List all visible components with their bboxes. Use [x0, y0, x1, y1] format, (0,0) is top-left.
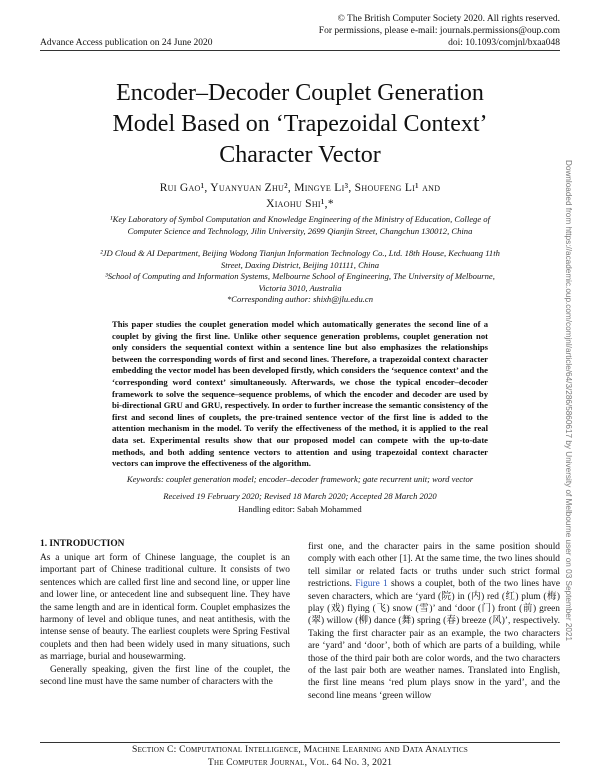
paragraph	[308, 541, 560, 702]
paragraph-text: first one, and the character pairs in the same position should comply with each other [1]. At the same time, the two lines should tell similar or related facts or truths under such strict formal restrictions.	[308, 542, 560, 590]
footer-section: Section C: Computational Intelligence, Machine Learning and Data Analytics	[132, 744, 468, 755]
author-list	[90, 180, 510, 212]
author-line: Rui Gao¹, Yuanyuan Zhu², Mingye Li³, Shoufeng Li¹ and	[159, 182, 441, 194]
header-divider	[40, 50, 560, 51]
handling-editor: Handling editor: Sabah Mohammed	[238, 504, 362, 514]
paragraph: As a unique art form of Chinese language, the couplet is an important part of Chinese traditional culture. It consists of two sentences which are called first line and second line, or upper line and lower line, or antecedent line and subsequent line. They have the same length and are in identical form. Couplet emphasizes the harmony of level and oblique tunes, and neat antithesis, with the intense sense of beauty. The earliest couplets were Spring Festival couplets and then had been widely used in many situations, such as marriage, burial and housewarming.	[40, 553, 290, 663]
right-column	[308, 541, 560, 702]
keywords: Keywords: couplet generation model; encoder–decoder framework; gate recurrent unit; word vector	[126, 474, 474, 484]
copyright-notice: © The British Computer Society 2020. All rights reserved.	[337, 14, 560, 24]
title-line: Encoder–Decoder Couplet Generation	[116, 80, 484, 106]
title-line: Character Vector	[219, 142, 381, 168]
permissions-notice: For permissions, please e-mail: journals.permissions@oup.com	[318, 26, 560, 36]
footer-divider	[40, 742, 560, 743]
paragraph: Generally speaking, given the first line of the couplet, the second line must have the same number of characters with the	[40, 664, 290, 688]
corresponding-author[interactable]: *Corresponding author: shixh@jlu.edu.cn	[226, 294, 374, 304]
affiliation-1: ¹Key Laboratory of Symbol Computation and Knowledge Engineering of the Ministry of Education, College of Computer Science and Technology, Jilin University, 2699 Qianjin Street, Changchun 130012, China	[110, 214, 490, 236]
received-dates: Received 19 February 2020; Revised 18 March 2020; Accepted 28 March 2020	[163, 491, 437, 501]
download-watermark: Downloaded from https://academic.oup.com/comjnl/article/64/3/286/5860617 by University of Melbourne user on 03 September 2021	[564, 160, 573, 642]
section-heading: 1. INTRODUCTION	[40, 539, 125, 549]
figure-1-link[interactable]: Figure 1	[355, 579, 388, 590]
paper-title	[60, 78, 540, 171]
affiliation-2: ²JD Cloud & AI Department, Beijing Wodong Tianjun Information Technology Co., Ltd. 18th House, Kechuang 11th Street, Daxing District, Beijing 101111, China	[100, 248, 500, 270]
advance-access-date: Advance Access publication on 24 June 2020	[40, 38, 213, 48]
author-line: Xiaohu Shi¹,*	[266, 198, 334, 210]
footer-journal: The Computer Journal, Vol. 64 No. 3, 2021	[207, 757, 393, 768]
title-line: Model Based on ‘Trapezoidal Context’	[112, 111, 488, 137]
affiliation-3: ³School of Computing and Information Systems, Melbourne School of Engineering, The University of Melbourne, Victoria 3010, Australia	[105, 271, 495, 293]
left-column	[40, 552, 290, 688]
doi[interactable]: doi: 10.1093/comjnl/bxaa048	[448, 38, 560, 48]
abstract: This paper studies the couplet generation model which automatically generates the second line of a couplet by giving the first line. Unlike other sequence generation problems, couplet generation not only considers the sequential context within a sentence line but also emphasizes the relationships between the corresponding words of first and second lines. Therefore, a trapezoidal context character embedding the vector model has been developed firstly, which considers the ‘sequence context’ and the ‘corresponding word context’ simultaneously. Afterwards, we chose the typical encoder–decoder framework to solve the sequence–sequence problems, of which the encoder and decoder are used by bi-directional GRU and GRU, respectively. In order to further increase the semantic consistency of the first and second lines of couplets, the pre-trained sentence vector of the first line is added to the attention mechanism in the model. To verify the effectiveness of the method, it is applied to the real data set. Experimental results show that our proposed model can compete with the up-to-date methods, and both adding sentence vectors to attention and using trapezoidal context character vectors can improve the effectiveness of the algorithm.	[112, 319, 488, 469]
paragraph-text: shows a couplet, both of the two lines have seven characters, which are ‘yard (院) in (内) red (红) plum (梅) play (戏) flying (飞) snow (雪)’ and ‘door (门) front (前) green (翠) willow (柳) dance (舞) spring (春) breeze (风)’, respectively. Taking the first character pair as an example, the two characters are ‘yard’ and ‘door’, both of which are parts of a building, while those of the third pair both are color words, and the two characters of the last pair both are weather names. Translated into English, the first line means ‘red plum plays snow in the yard’, and the second line means ‘green willow	[308, 579, 560, 701]
